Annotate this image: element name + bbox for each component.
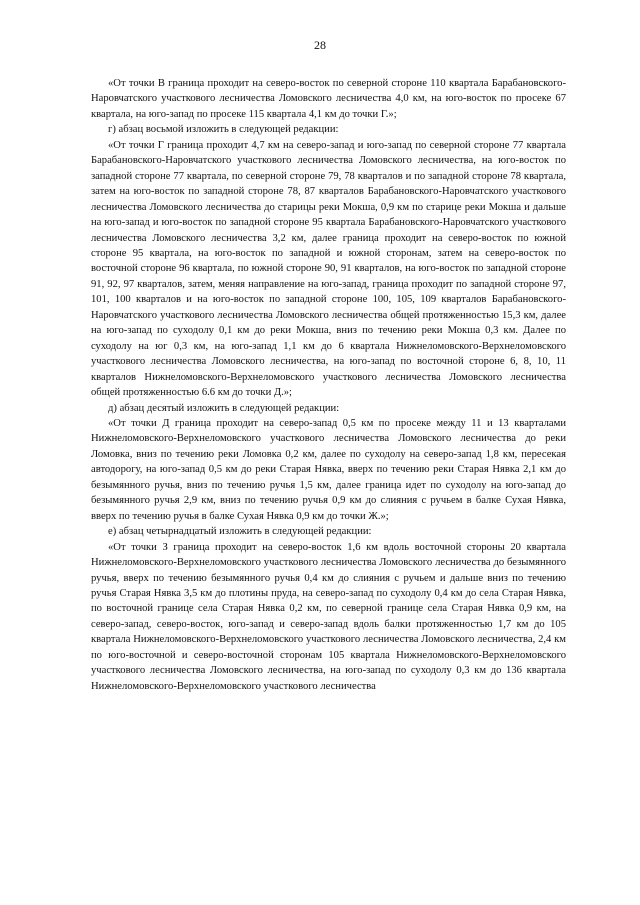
page-number: 28	[314, 38, 326, 52]
paragraph-amendment-g: г) абзац восьмой изложить в следующей редакции:	[108, 124, 339, 136]
paragraph-boundary-point-zh: «От точки Д граница проходит на северо-запад 0,5 км по просеке между 11 и 13 кварталами Нижнеломовского-Верхнеломовского участкового лесничества Ломовского лесничества до реки Ломовка, вниз по течению реки Ломовка 0,2 км, далее по суходолу на северо-запад 1,8 км, пересекая автодорогу, на юго-запад 0,5 км до реки Старая Нявка, вверх по течению реки Старая Нявка 2,1 км до безымянного ручья, вниз по течению ручья 1,5 км, далее граница идет по суходолу на юго-запад до безымянного ручья 2,9 км, вниз по течению ручья 0,9 км до слияния с ручьем в балке Сухая Нявка, вверх по течению ручья в балке Сухая Нявка 0,9 км до точки Ж.»;	[91, 417, 566, 522]
paragraph-boundary-point-z: «От точки З граница проходит на северо-восток 1,6 км вдоль восточной стороны 20 квартала Нижнеломовского-Верхнеломовского участкового лесничества Ломовского лесничества до безымянного ручья, вверх по течению безымянного ручья 0,4 км до слияния с ручьем и дальше вниз по течению ручья Старая Нявка 3,5 км до плотины пруда, на северо-запад по суходолу 0,4 км до села Старая Нявка, по восточной границе села Старая Нявка 0,2 км, по северной границе села Старая Нявка 0,9 км, на северо-запад, северо-восток, юго-запад и северо-запад вдоль балки протяженностью 1,7 км до 105 квартала Нижнеломовского-Верхнеломовского участкового лесничества Ломовского лесничества, 2,4 км по юго-восточной и северо-восточной сторонам 105 квартала Нижнеломовского-Верхнеломовского участкового лесничества Ломовского лесничества, на юго-запад по суходолу 0,3 км до 136 квартала Нижнеломовского-Верхнеломовского участкового лесничества	[91, 541, 566, 692]
paragraph-amendment-d: д) абзац десятый изложить в следующей редакции:	[108, 402, 340, 414]
document-body	[91, 76, 566, 694]
paragraph-boundary-point-g: «От точки В граница проходит на северо-восток по северной стороне 110 квартала Барабановского-Наровчатского участкового лесничества Ломовского лесничества 4,0 км, на юго-восток по просеке 67 квартала, на юго-запад по просеке 115 квартала 4,1 км до точки Г.»;	[91, 78, 566, 120]
paragraph-boundary-point-d: «От точки Г граница проходит 4,7 км на северо-запад и юго-запад по северной стороне 77 квартала Барабановского-Наровчатского участкового лесничества Ломовского лесничества, на юго-восток по западной стороне 77 квартала, по северной стороне 79, 78 кварталов и по западной стороне 78 квартала, затем на юго-восток по западной стороне 78, 87 кварталов Барабановского-Наровчатского участкового лесничества Ломовского лесничества до старицы реки Мокша, 0,9 км по старице реки Мокша и дальше на юго-запад и юго-восток по западной стороне 95 квартала Барабановского-Наровчатского участкового лесничества Ломовского лесничества 3,2 км, далее граница проходит на северо-восток по южной стороне 95 квартала, на юго-восток по западной и южной сторонам, затем на северо-восток по восточной стороне 96 квартала, по южной стороне 90, 91 кварталов, на юго-восток по западной стороне 91, 92, 97 кварталов, затем, меняя направление на юго-запад, граница проходит по западной стороне 97, 101, 100 кварталов и на юго-восток по западной стороне 100, 105, 109 кварталов Барабановского-Наровчатского участкового лесничества Ломовского лесничества общей протяженностью 15,3 км, далее на юго-запад по суходолу 0,1 км до реки Мокша, вниз по течению реки Мокша 0,3 км. Далее по суходолу на юг 0,3 км, на юго-запад 1,1 км до 6 квартала Нижнеломовского-Верхнеломовского участкового лесничества Ломовского лесничества, на юго-запад по восточной стороне 6, 8, 10, 11 кварталов Нижнеломовского-Верхнеломовского участкового лесничества Ломовского лесничества общей протяженностью 6.6 км до точки Д.»;	[91, 139, 566, 399]
paragraph-amendment-e: е) абзац четырнадцатый изложить в следующей редакции:	[108, 526, 372, 538]
